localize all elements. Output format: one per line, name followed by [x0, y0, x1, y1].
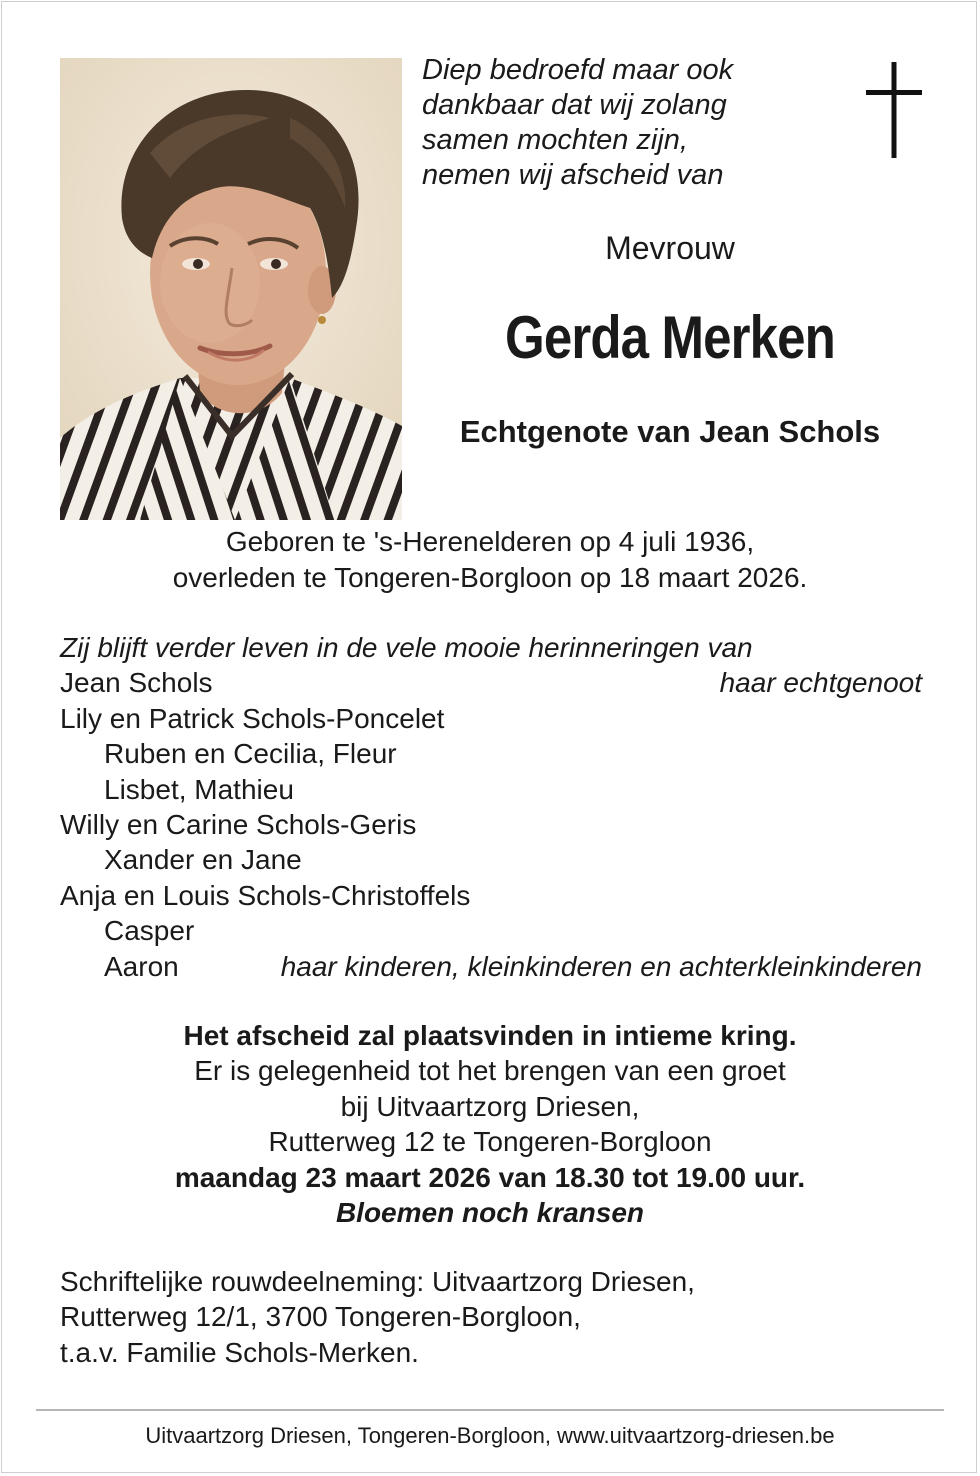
service-info: [0, 1018, 980, 1230]
cross-icon: [866, 62, 922, 158]
family-role: haar echtgenoot: [719, 667, 922, 699]
birth-death-info: [0, 524, 980, 596]
condolence-line: t.a.v. Familie Schols-Merken.: [60, 1336, 419, 1368]
family-name: Lisbet, Mathieu: [104, 773, 294, 805]
family-name: Anja en Louis Schols-Christoffels: [60, 879, 471, 911]
family-list: [60, 630, 922, 984]
service-line: Rutterweg 12 te Tongeren-Borgloon: [268, 1126, 712, 1158]
intro-line: nemen wij afscheid van: [422, 159, 724, 191]
family-row: [60, 736, 922, 771]
intro-line: Diep bedroefd maar ook: [422, 54, 734, 86]
family-row: [60, 878, 922, 913]
footer-text: Uitvaartzorg Driesen, Tongeren-Borgloon, www.uitvaartzorg-driesen.be: [145, 1423, 835, 1448]
family-name: Aaron: [104, 950, 179, 982]
family-row: [60, 701, 922, 736]
condolence-line: Schriftelijke rouwdeelneming: Uitvaartzorg Driesen,: [60, 1266, 695, 1297]
family-name: Casper: [104, 915, 195, 947]
family-row: [60, 842, 922, 877]
intro-text: [422, 53, 842, 193]
condolence-line: Rutterweg 12/1, 3700 Tongeren-Borgloon,: [60, 1301, 581, 1333]
family-name: Willy en Carine Schols-Geris: [60, 808, 417, 840]
service-headline: Het afscheid zal plaatsvinden in intieme kring.: [183, 1020, 797, 1051]
service-line: bij Uitvaartzorg Driesen,: [340, 1090, 640, 1122]
family-name: Ruben en Cecilia, Fleur: [104, 738, 397, 770]
footer-divider: [36, 1409, 944, 1411]
portrait-photo: [60, 58, 402, 520]
service-datetime: maandag 23 maart 2026 van 18.30 tot 19.00 uur.: [174, 1161, 806, 1193]
family-name: Lily en Patrick Schols-Poncelet: [60, 702, 445, 734]
family-role: haar kinderen, kleinkinderen en achterkleinkinderen: [280, 950, 922, 982]
intro-line: dankbaar dat wij zolang: [422, 89, 727, 121]
family-name: Jean Schols: [60, 667, 213, 699]
family-name: Xander en Jane: [104, 844, 302, 876]
family-row: [60, 807, 922, 842]
spouse-line: Echtgenote van Jean Schols: [459, 414, 881, 449]
family-row: [60, 665, 922, 700]
family-lead: Zij blijft verder leven in de vele mooie herinneringen van: [60, 632, 753, 663]
salutation: Mevrouw: [605, 230, 735, 266]
intro-line: samen mochten zijn,: [422, 124, 688, 156]
family-row: [60, 772, 922, 807]
condolence-address: [60, 1264, 922, 1370]
death-line: overleden te Tongeren-Borgloon op 18 maart 2026.: [172, 562, 808, 593]
family-row: [60, 949, 922, 984]
deceased-name: Gerda Merken: [505, 304, 835, 371]
service-line: Er is gelegenheid tot het brengen van een groet: [194, 1055, 786, 1087]
birth-line: Geboren te 's-Herenelderen op 4 juli 1936,: [225, 526, 755, 557]
flowers-note: Bloemen noch kransen: [335, 1197, 645, 1229]
family-row: [60, 913, 922, 948]
